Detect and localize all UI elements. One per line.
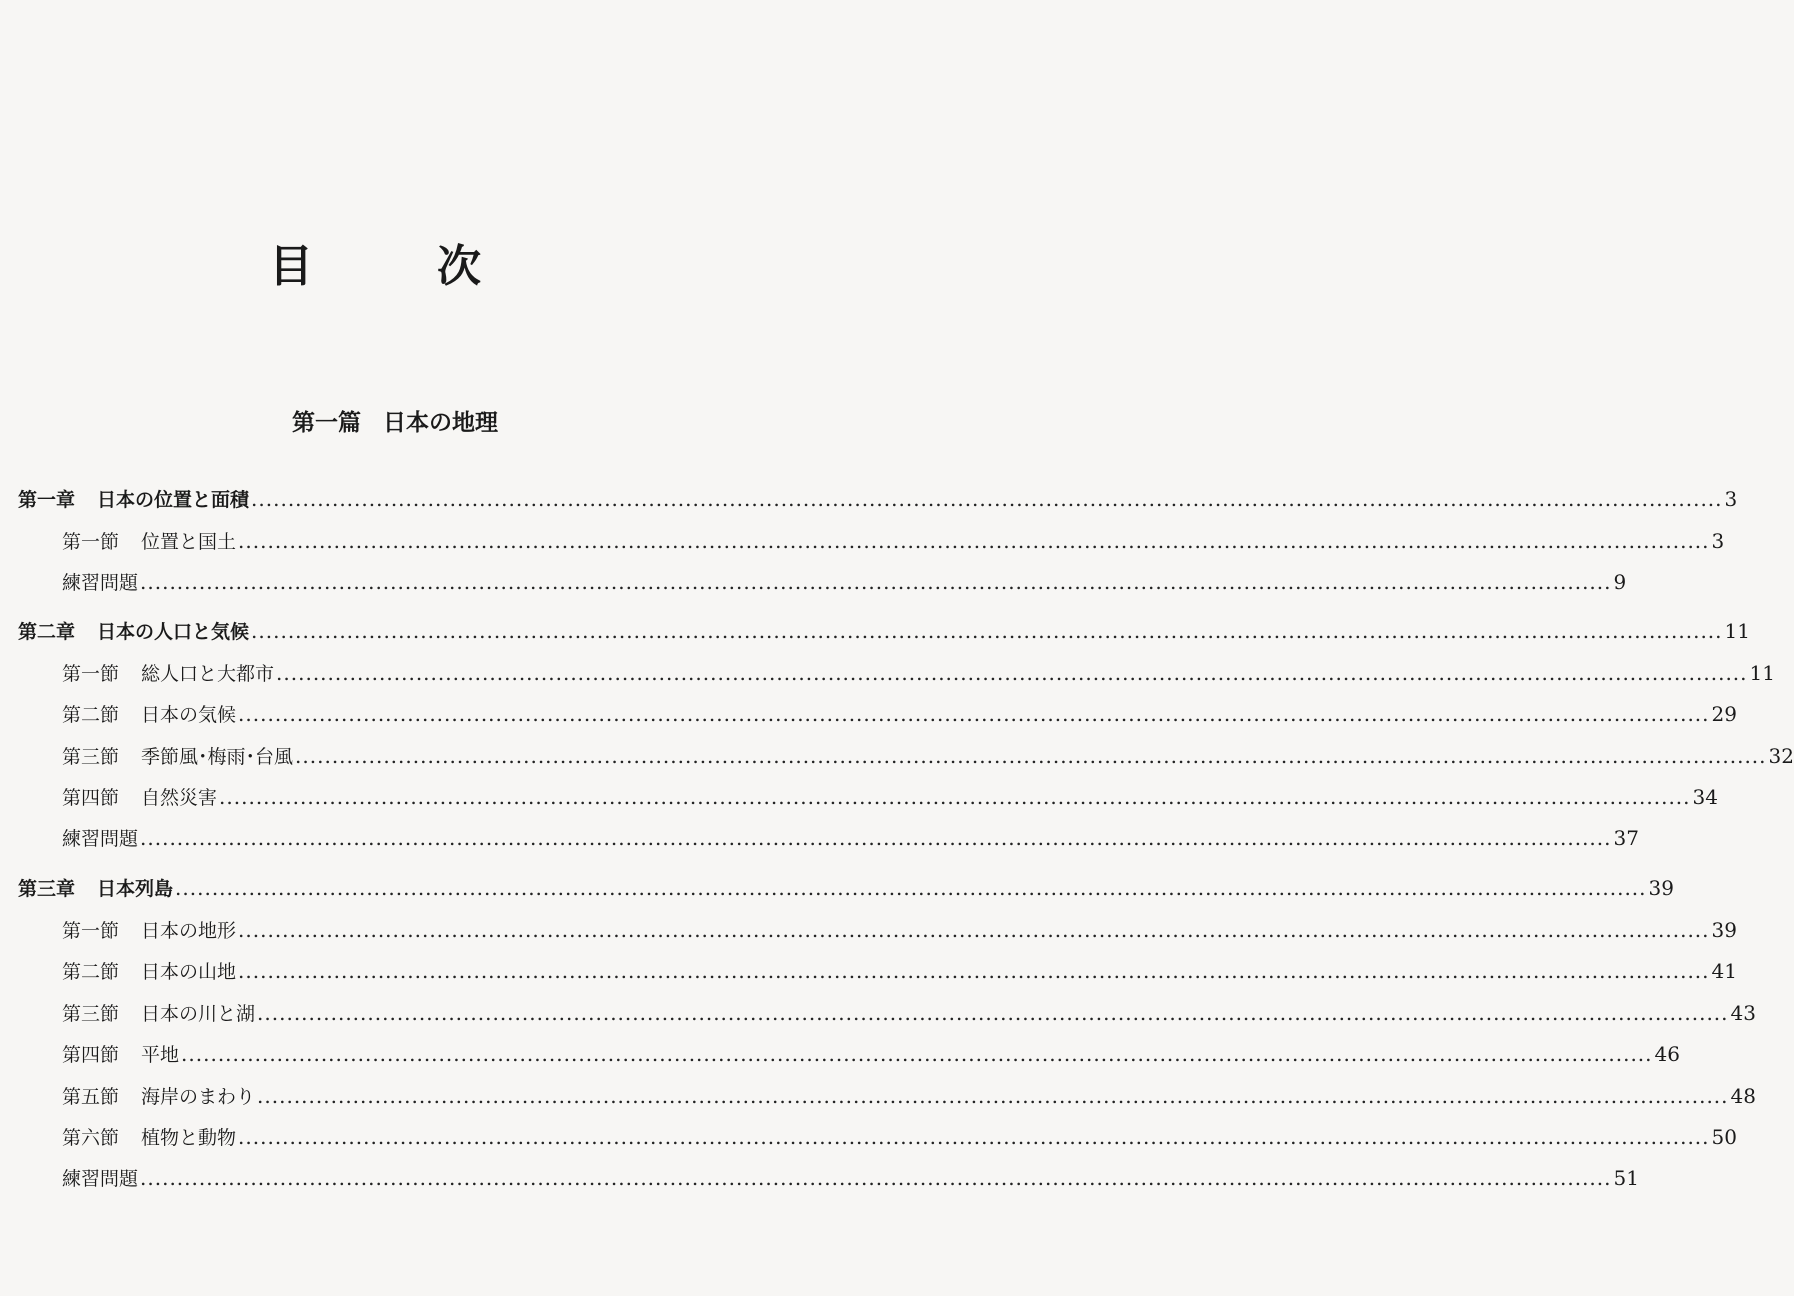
toc-entry-number: 第一章 [18,489,76,511]
toc-entry-label [18,874,173,901]
toc-entry-number: 第四節 [62,1044,120,1066]
toc-section-entry [62,1164,1639,1194]
dot-leader: ........................................................................................................................................................................................................ [175,876,1647,900]
toc-section-entry [62,957,1737,987]
toc-entry-name: 日本の位置と面積 [97,489,250,511]
toc-entry-name: 練習問題 [62,828,139,850]
toc-page-number: 34 [1692,785,1718,809]
toc-page-number: 51 [1613,1166,1639,1190]
toc-entry-label [62,568,138,595]
toc-entry-name: 練習問題 [62,572,139,594]
toc-entry-name: 日本の人口と気候 [97,621,250,643]
toc-page-number: 3 [1724,487,1738,511]
toc-section-entry [62,999,1756,1029]
toc-page-number: 3 [1711,529,1725,553]
toc-entry-label [62,742,293,769]
toc-page-number: 11 [1724,619,1750,643]
toc-chapter-entry [18,874,1674,904]
toc-entry-name: 日本の山地 [141,961,237,983]
toc-page-number: 43 [1730,1001,1756,1025]
toc-entry-label [62,1123,236,1150]
dot-leader: ........................................................................................................................................................................................................ [257,1084,1729,1108]
toc-section-entry [62,1082,1756,1112]
toc-page-number: 39 [1648,876,1674,900]
toc-section-entry [62,700,1737,730]
dot-leader: ........................................................................................................................................................................................................ [238,959,1710,983]
toc-section-entry [62,1123,1737,1153]
dot-leader: ........................................................................................................................................................................................................ [219,785,1691,809]
toc-chapter-entry [18,485,1738,515]
dot-leader: ........................................................................................................................................................................................................ [140,826,1612,850]
toc-entry-number: 第五節 [62,1086,120,1108]
dot-leader: ........................................................................................................................................................................................................ [276,661,1748,685]
part-number: 第一篇 [292,410,361,436]
dot-leader: ........................................................................................................................................................................................................ [140,1166,1612,1190]
toc-entry-name: 日本の地形 [141,920,237,942]
toc-entry-number: 第三節 [62,1003,120,1025]
toc-section-entry [62,568,1627,598]
toc-section-entry [62,824,1639,854]
toc-entry-name: 平地 [141,1044,180,1066]
toc-entry-number: 第二章 [18,621,76,643]
toc-entry-name: 日本の気候 [141,704,237,726]
toc-entry-label [62,700,236,727]
toc-entry-number: 第一節 [62,531,120,553]
part-heading [0,404,790,437]
toc-entry-name: 季節風･梅雨･台風 [141,746,294,768]
toc-page-number: 48 [1730,1084,1756,1108]
toc-entry-number: 第二節 [62,961,120,983]
toc-entry-label [62,916,236,943]
toc-entry-label [62,1040,179,1067]
toc-entry-name: 練習問題 [62,1168,139,1190]
page-title: 目 次 [269,241,521,292]
toc-section-entry [62,742,1794,772]
toc-entry-label [62,824,138,851]
toc-page-number: 37 [1613,826,1639,850]
toc-entry-name: 日本列島 [97,878,174,900]
toc-entry-label [62,1164,138,1191]
toc-chapter-entry [18,617,1750,647]
toc-section-entry [62,783,1718,813]
toc-entry-label [62,783,217,810]
toc-section-entry [62,659,1775,689]
toc-entry-name: 植物と動物 [141,1127,237,1149]
toc-entry-label [62,527,236,554]
toc-entry-name: 海岸のまわり [141,1086,256,1108]
toc-page-number: 11 [1749,661,1775,685]
toc-entry-name: 位置と国土 [141,531,237,553]
toc-entry-number: 第二節 [62,704,120,726]
toc-entry-name: 自然災害 [141,787,218,809]
toc-page-number: 41 [1711,959,1737,983]
toc-entry-number: 第四節 [62,787,120,809]
dot-leader: ........................................................................................................................................................................................................ [251,487,1723,511]
toc-entry-label [18,617,249,644]
toc-page-number: 39 [1711,918,1737,942]
toc-page-number: 9 [1613,570,1627,594]
toc-entry-number: 第三章 [18,878,76,900]
toc-entry-number: 第一節 [62,920,120,942]
toc-entry-number: 第一節 [62,663,120,685]
dot-leader: ........................................................................................................................................................................................................ [140,570,1612,594]
toc-section-entry [62,916,1737,946]
toc-page-number: 29 [1711,702,1737,726]
toc-section-entry [62,1040,1680,1070]
toc-page-number: 32 [1768,744,1794,768]
toc-entry-label [62,1082,255,1109]
dot-leader: ........................................................................................................................................................................................................ [181,1042,1653,1066]
toc-entry-name: 日本の川と湖 [141,1003,256,1025]
toc-entry-number: 第三節 [62,746,120,768]
dot-leader: ........................................................................................................................................................................................................ [295,744,1767,768]
toc-entry-label [62,999,255,1026]
dot-leader: ........................................................................................................................................................................................................ [251,619,1723,643]
dot-leader: ........................................................................................................................................................................................................ [238,702,1710,726]
toc-entry-label [62,659,274,686]
part-name: 日本の地理 [383,410,498,436]
toc-entry-number: 第六節 [62,1127,120,1149]
toc-page-number: 50 [1711,1125,1737,1149]
dot-leader: ........................................................................................................................................................................................................ [238,918,1710,942]
toc-entry-label [18,485,249,512]
dot-leader: ........................................................................................................................................................................................................ [257,1001,1729,1025]
toc-section-entry [62,527,1725,557]
toc-entry-name: 総人口と大都市 [141,663,275,685]
dot-leader: ........................................................................................................................................................................................................ [238,529,1710,553]
toc-entry-label [62,957,236,984]
dot-leader: ........................................................................................................................................................................................................ [238,1125,1710,1149]
toc-page-number: 46 [1654,1042,1680,1066]
